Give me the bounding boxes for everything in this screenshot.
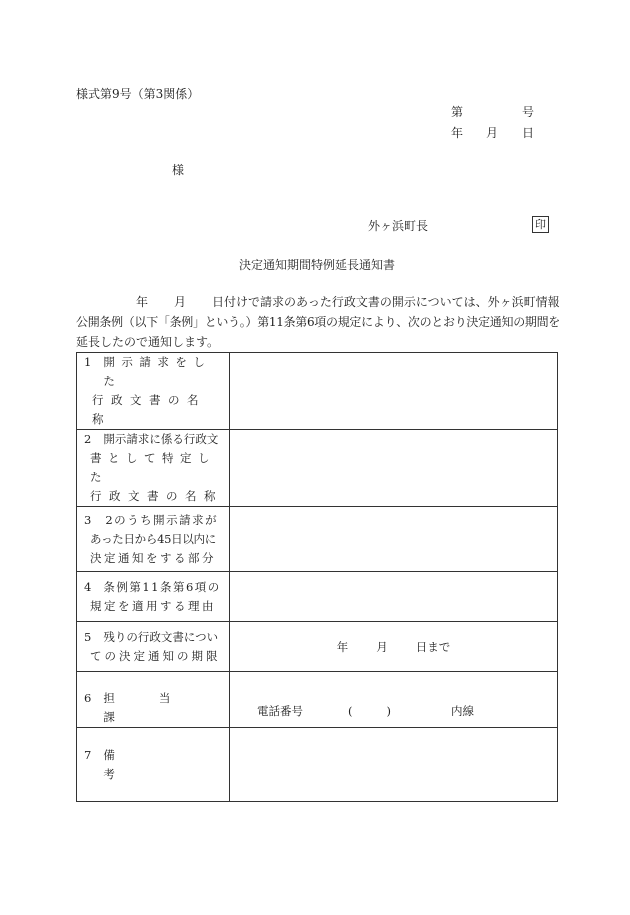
row5-value[interactable]	[230, 622, 558, 672]
deadline-month: 月	[376, 639, 388, 654]
table-row	[77, 507, 558, 572]
table-row	[77, 572, 558, 622]
row6-label: 6 担当課	[77, 672, 230, 728]
table-row	[77, 622, 558, 672]
paren-open: (	[348, 704, 353, 718]
row7-label: 7 備考	[77, 728, 230, 802]
body-line-3: 延長したので通知します。	[76, 335, 220, 349]
date-month: 月	[486, 126, 499, 140]
number-dai: 第	[451, 105, 464, 119]
body-paragraph	[76, 292, 561, 352]
body-month: 月	[174, 295, 187, 309]
date-day: 日	[522, 126, 535, 140]
phone-label: 電話番号	[257, 704, 303, 718]
body-line-2: 公開条例（以下「条例」という。）第11条第6項の規定により、次のとおり決定通知の期間を	[76, 315, 561, 329]
row1-label: 1 開示請求をした 行政文書の名称	[77, 353, 230, 430]
body-year: 年	[136, 295, 149, 309]
table-row	[77, 728, 558, 802]
row1-value[interactable]	[230, 353, 558, 430]
seal-stamp: 印	[532, 216, 549, 233]
row7-value[interactable]	[230, 728, 558, 802]
body-line1-rest: 日付けで請求のあった行政文書の開示については、外ヶ浜町情報	[212, 295, 560, 309]
row2-label: 2 開示請求に係る行政文 書として特定した 行政文書の名称	[77, 430, 230, 507]
extension-label: 内線	[451, 704, 474, 718]
deadline-year: 年	[336, 639, 349, 654]
notice-table	[76, 352, 558, 802]
deadline-until: 日まで	[415, 639, 451, 654]
number-go: 号	[522, 105, 535, 119]
date-year: 年	[451, 126, 464, 140]
table-row	[77, 353, 558, 430]
document-title: 決定通知期間特例延長通知書	[239, 258, 396, 272]
body-line-1	[76, 292, 558, 312]
row5-label: 5 残りの行政文書につい ての決定通知の期限	[77, 622, 230, 672]
paren-close: )	[386, 704, 391, 718]
form-number: 様式第9号（第3関係）	[76, 87, 200, 101]
row4-value[interactable]	[230, 572, 558, 622]
row3-value[interactable]	[230, 507, 558, 572]
table-row	[77, 430, 558, 507]
addressee-suffix: 様	[172, 163, 185, 177]
row4-label: 4 条例第11条第6項の 規定を適用する理由	[77, 572, 230, 622]
row2-value[interactable]	[230, 430, 558, 507]
row6-value[interactable]	[230, 672, 558, 728]
row3-label: 3 2のうち開示請求が あった日から45日以内に 決定通知をする部分	[77, 507, 230, 572]
table-row	[77, 672, 558, 728]
issuer: 外ヶ浜町長	[368, 219, 429, 233]
